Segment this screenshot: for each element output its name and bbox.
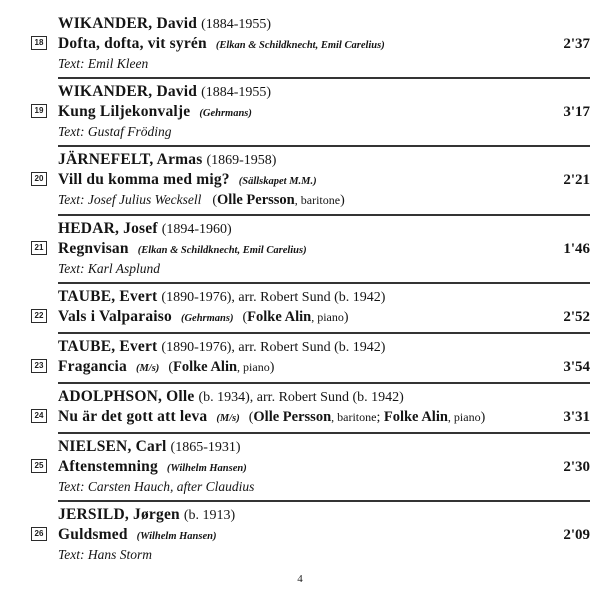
composer-line xyxy=(58,219,590,239)
title-line xyxy=(34,170,590,191)
composer-name: WIKANDER, David xyxy=(58,15,198,32)
title-line xyxy=(34,407,590,428)
text-credit: Text: Hans Storm xyxy=(58,547,153,562)
title-line xyxy=(34,34,590,55)
composer-dates: (1884-1955) xyxy=(201,17,272,32)
page-number: 4 xyxy=(297,573,303,585)
track-duration: 1'46 xyxy=(563,241,590,257)
track-number-badge: 24 xyxy=(31,409,47,423)
track-duration: 2'52 xyxy=(563,309,590,325)
composer-name: TAUBE, Evert xyxy=(58,288,158,305)
text-credit: Text: Carsten Hauch, after Claudius xyxy=(58,479,255,494)
track-title: Aftenstemning xyxy=(58,458,158,475)
composer-name: JÄRNEFELT, Armas xyxy=(58,151,203,168)
publisher-credit: (Elkan & Schildknecht, Emil Carelius) xyxy=(137,245,307,256)
composer-name: HEDAR, Josef xyxy=(58,220,158,237)
track-duration: 2'09 xyxy=(563,527,590,543)
publisher-credit: (Wilhelm Hansen) xyxy=(136,531,217,542)
track-number-badge: 26 xyxy=(31,527,47,541)
text-credit: Text: Emil Kleen xyxy=(58,56,149,71)
track-entry xyxy=(34,145,590,214)
composer-dates: (1869-1958) xyxy=(206,153,277,168)
composer-line xyxy=(58,505,590,525)
track-number-badge: 23 xyxy=(31,359,47,373)
track-title: Kung Liljekonvalje xyxy=(58,103,191,120)
performers-credit: (Olle Persson, baritone) xyxy=(212,192,345,208)
composer-dates: (1884-1955) xyxy=(201,85,272,100)
track-entry xyxy=(34,432,590,500)
composer-dates: (1894-1960) xyxy=(161,222,232,237)
track-title: Vals i Valparaiso xyxy=(58,308,172,325)
track-title: Vill du komma med mig? xyxy=(58,171,230,188)
track-number-badge: 22 xyxy=(31,309,47,323)
publisher-credit: (Gehrmans) xyxy=(199,108,252,119)
text-credit: Text: Karl Asplund xyxy=(58,261,161,276)
track-duration: 3'54 xyxy=(563,359,590,375)
composer-name: NIELSEN, Carl xyxy=(58,438,167,455)
composer-line xyxy=(58,437,590,457)
track-list xyxy=(34,11,590,568)
track-duration: 3'31 xyxy=(563,409,590,425)
track-number-badge: 21 xyxy=(31,241,47,255)
title-line xyxy=(34,102,590,123)
composer-dates: (b. 1934), arr. Robert Sund (b. 1942) xyxy=(198,390,404,405)
composer-name: JERSILD, Jørgen xyxy=(58,506,180,523)
track-title: Dofta, dofta, vit syrén xyxy=(58,35,207,52)
publisher-credit: (M/s) xyxy=(216,413,240,424)
composer-line xyxy=(58,14,590,34)
text-credit: Text: Josef Julius Wecksell xyxy=(58,192,202,207)
composer-line xyxy=(58,287,590,307)
publisher-credit: (Elkan & Schildknecht, Emil Carelius) xyxy=(215,40,385,51)
track-title: Guldsmed xyxy=(58,526,128,543)
track-entry xyxy=(34,332,590,382)
track-number-badge: 19 xyxy=(31,104,47,118)
text-credit-line xyxy=(58,191,590,210)
track-title: Fragancia xyxy=(58,358,127,375)
composer-name: ADOLPHSON, Olle xyxy=(58,388,195,405)
track-entry xyxy=(34,11,590,77)
text-credit: Text: Gustaf Fröding xyxy=(58,124,172,139)
track-number-badge: 20 xyxy=(31,172,47,186)
composer-dates: (1890-1976), arr. Robert Sund (b. 1942) xyxy=(161,290,386,305)
track-duration: 2'21 xyxy=(563,172,590,188)
composer-line xyxy=(58,337,590,357)
composer-line xyxy=(58,150,590,170)
track-duration: 2'30 xyxy=(563,459,590,475)
title-line xyxy=(34,357,590,378)
track-title: Nu är det gott att leva xyxy=(58,408,208,425)
publisher-credit: (Sällskapet M.M.) xyxy=(238,176,317,187)
title-line xyxy=(34,307,590,328)
composer-name: TAUBE, Evert xyxy=(58,338,158,355)
track-entry xyxy=(34,382,590,432)
track-number-badge: 25 xyxy=(31,459,47,473)
track-entry xyxy=(34,77,590,145)
performers-credit: (Olle Persson, baritone; Folke Alin, piano) xyxy=(248,409,486,425)
track-entry xyxy=(34,500,590,568)
composer-dates: (b. 1913) xyxy=(183,508,236,523)
title-line xyxy=(34,239,590,260)
track-duration: 2'37 xyxy=(563,36,590,52)
performers-credit: (Folke Alin, piano) xyxy=(242,309,349,325)
track-entry xyxy=(34,214,590,282)
performers-credit: (Folke Alin, piano) xyxy=(168,359,275,375)
track-duration: 3'17 xyxy=(563,104,590,120)
publisher-credit: (M/s) xyxy=(135,363,160,374)
composer-name: WIKANDER, David xyxy=(58,83,198,100)
publisher-credit: (Wilhelm Hansen) xyxy=(166,463,247,474)
track-title: Regnvisan xyxy=(58,240,129,257)
composer-line xyxy=(58,82,590,102)
track-number-badge: 18 xyxy=(31,36,47,50)
publisher-credit: (Gehrmans) xyxy=(180,313,234,324)
composer-line xyxy=(58,387,590,407)
title-line xyxy=(34,457,590,478)
composer-dates: (1890-1976), arr. Robert Sund (b. 1942) xyxy=(161,340,386,355)
track-entry xyxy=(34,282,590,332)
title-line xyxy=(34,525,590,546)
composer-dates: (1865-1931) xyxy=(170,440,241,455)
